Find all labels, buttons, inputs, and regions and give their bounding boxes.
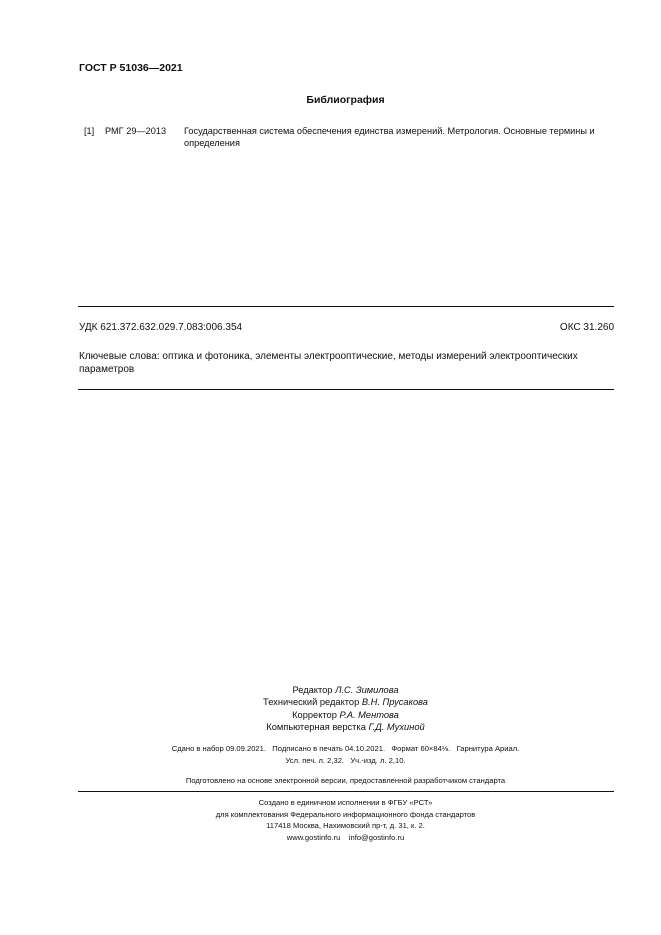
credit-layout: Компьютерная верстка Г.Д. Мухиной [266, 721, 425, 732]
divider-bottom [78, 791, 614, 792]
print-info-line2: Усл. печ. л. 2,32. Уч.-изд. л. 2,10. [285, 756, 406, 765]
credit-editor: Редактор Л.С. Зимилова [292, 685, 399, 695]
credits-block [0, 684, 661, 733]
credit-corrector: Корректор Р.А. Ментова [292, 709, 399, 720]
entry-number: [1] [84, 126, 95, 136]
bibliography-title: Библиография [306, 94, 385, 106]
oks-code: ОКС 31.260 [559, 322, 614, 333]
publisher-line2: для комплектования Федерального информационного фонда стандартов [215, 809, 476, 819]
keywords: Ключевые слова: оптика и фотоника, элементы электрооптические, методы измерений электрооптических параметров [79, 351, 578, 375]
prepared-note: Подготовлено на основе электронной версии, предоставленной разработчиком стандарта [185, 776, 506, 785]
print-info-line1: Сдано в набор 09.09.2021. Подписано в печать 04.10.2021. Формат 60×84⅛. Гарнитура Ариал. [171, 744, 520, 753]
publisher-links: www.gostinfo.ru info@gostinfo.ru [286, 832, 405, 842]
publisher-block [0, 797, 661, 843]
divider-keywords [78, 389, 614, 390]
publisher-line3: 117418 Москва, Нахимовский пр-т, д. 31, к. 2. [266, 821, 425, 830]
entry-text: Государственная система обеспечения единства измерений. Метрология. Основные термины и определения [184, 126, 595, 148]
divider-top [78, 306, 614, 307]
credit-tech-editor: Технический редактор В.Н. Прусакова [263, 697, 428, 708]
entry-code: РМГ 29—2013 [105, 126, 167, 136]
document-code: ГОСТ Р 51036—2021 [79, 62, 183, 74]
udk-code: УДК 621.372.632.029.7.083:006.354 [79, 322, 243, 333]
print-info [0, 743, 661, 767]
publisher-line1: Создано в единичном исполнении в ФГБУ «РСТ» [258, 798, 433, 807]
